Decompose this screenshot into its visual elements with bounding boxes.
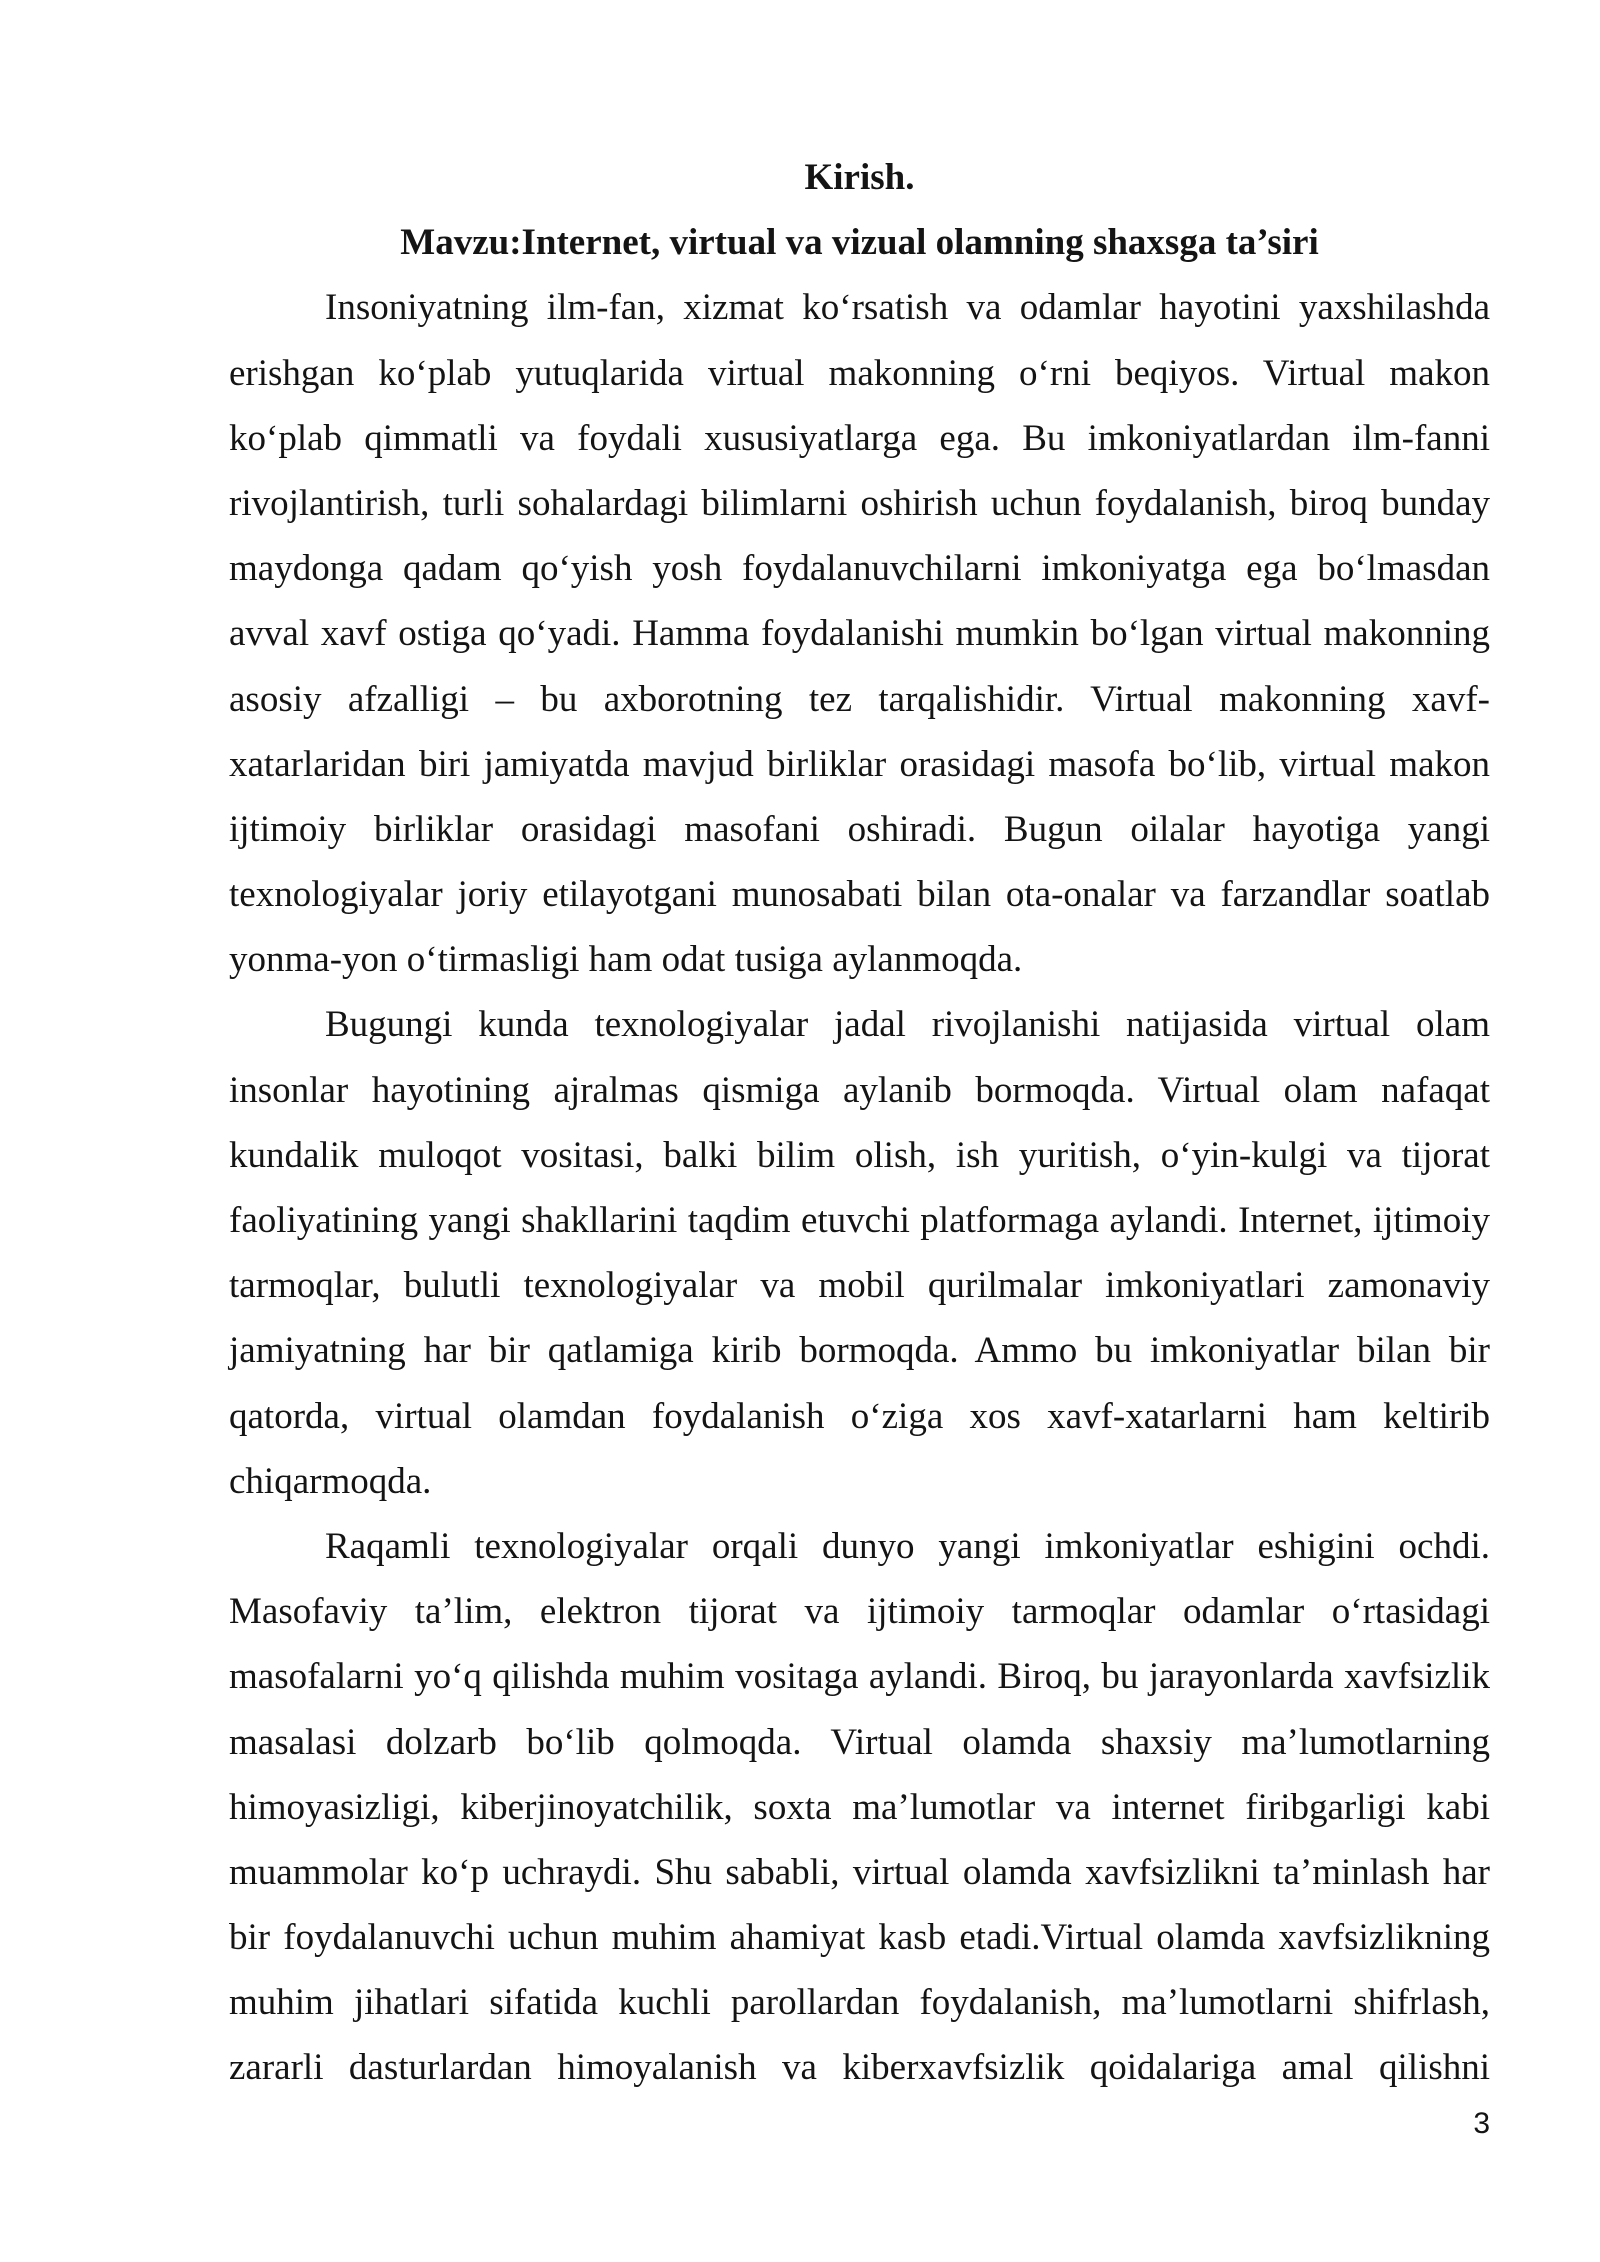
paragraph-line: masalasi dolzarb bo‘lib qolmoqda. Virtual olamda shaxsiy ma’lumotlarning xyxy=(229,1721,1490,1763)
paragraph-line: ko‘plab qimmatli va foydali xususiyatlarga ega. Bu imkoniyatlardan ilm-fanni xyxy=(229,417,1490,459)
paragraph-line: masofalarni yo‘q qilishda muhim vositaga aylandi. Biroq, bu jarayonlarda xavfsizlik xyxy=(229,1656,1490,1698)
paragraph-line: muammolar ko‘p uchraydi. Shu sababli, virtual olamda xavfsizlikni ta’minlash har xyxy=(229,1851,1490,1893)
page-content xyxy=(229,145,1490,2101)
paragraph-line: chiqarmoqda. xyxy=(229,1460,432,1502)
paragraph-line: texnologiyalar joriy etilayotgani munosabati bilan ota-onalar va farzandlar soatlab xyxy=(229,874,1490,916)
page-title: Kirish. xyxy=(804,157,915,198)
paragraph-line: jamiyatning har bir qatlamiga kirib bormoqda. Ammo bu imkoniyatlar bilan bir xyxy=(229,1330,1490,1372)
paragraph-line: maydonga qadam qo‘yish yosh foydalanuvchilarni imkoniyatga ega bo‘lmasdan xyxy=(229,548,1490,590)
paragraph-line: Raqamli texnologiyalar orqali dunyo yangi imkoniyatlar eshigini ochdi. xyxy=(325,1525,1490,1567)
paragraph-line: xatarlaridan biri jamiyatda mavjud birliklar orasidagi masofa bo‘lib, virtual makon xyxy=(229,743,1490,785)
paragraph-line: Insoniyatning ilm-fan, xizmat ko‘rsatish va odamlar hayotini yaxshilashda xyxy=(325,287,1490,329)
paragraph-line: bir foydalanuvchi uchun muhim ahamiyat kasb etadi.Virtual olamda xavfsizlikning xyxy=(229,1917,1490,1959)
paragraph-line: yonma-yon o‘tirmasligi ham odat tusiga aylanmoqda. xyxy=(229,939,1023,981)
paragraph-line: qatorda, virtual olamdan foydalanish o‘ziga xos xavf-xatarlarni ham keltirib xyxy=(229,1395,1490,1437)
paragraph-line: avval xavf ostiga qo‘yadi. Hamma foydalanishi mumkin bo‘lgan virtual makonning xyxy=(229,613,1490,655)
paragraph-line: Masofaviy ta’lim, elektron tijorat va ijtimoiy tarmoqlar odamlar o‘rtasidagi xyxy=(229,1591,1490,1633)
paragraph-line: erishgan ko‘plab yutuqlarida virtual makonning o‘rni beqiyos. Virtual makon xyxy=(229,352,1490,394)
paragraph-line: asosiy afzalligi – bu axborotning tez tarqalishidir. Virtual makonning xavf- xyxy=(229,678,1490,720)
paragraph-line: ijtimoiy birliklar orasidagi masofani oshiradi. Bugun oilalar hayotiga yangi xyxy=(229,808,1490,850)
paragraph-1 xyxy=(229,275,1490,992)
paragraph-line: muhim jihatlari sifatida kuchli parollardan foydalanish, ma’lumotlarni shifrlash, xyxy=(229,1982,1490,2024)
paragraph-line: Bugungi kunda texnologiyalar jadal rivojlanishi natijasida virtual olam xyxy=(325,1004,1490,1046)
paragraph-3 xyxy=(229,1514,1490,2101)
paragraph-line: himoyasizligi, kiberjinoyatchilik, soxta ma’lumotlar va internet firibgarligi kabi xyxy=(229,1786,1490,1828)
paragraph-2 xyxy=(229,992,1490,1514)
paragraph-line: faoliyatining yangi shakllarini taqdim etuvchi platformaga aylandi. Internet, ijtimoiy xyxy=(229,1200,1490,1241)
paragraph-line: rivojlantirish, turli sohalardagi bilimlarni oshirish uchun foydalanish, biroq bunday xyxy=(229,482,1490,524)
paragraph-line: zararli dasturlardan himoyalanish va kiberxavfsizlik qoidalariga amal qilishni xyxy=(229,2047,1490,2089)
page-number: 3 xyxy=(1473,2107,1490,2140)
paragraph-line: tarmoqlar, bulutli texnologiyalar va mobil qurilmalar imkoniyatlari zamonaviy xyxy=(229,1265,1490,1307)
paragraph-line: insonlar hayotining ajralmas qismiga aylanib bormoqda. Virtual olam nafaqat xyxy=(229,1069,1490,1111)
paragraph-line: kundalik muloqot vositasi, balki bilim olish, ish yuritish, o‘yin-kulgi va tijorat xyxy=(229,1134,1490,1176)
topic-subtitle: Mavzu:Internet, virtual va vizual olamning shaxsga ta’siri xyxy=(400,222,1319,264)
